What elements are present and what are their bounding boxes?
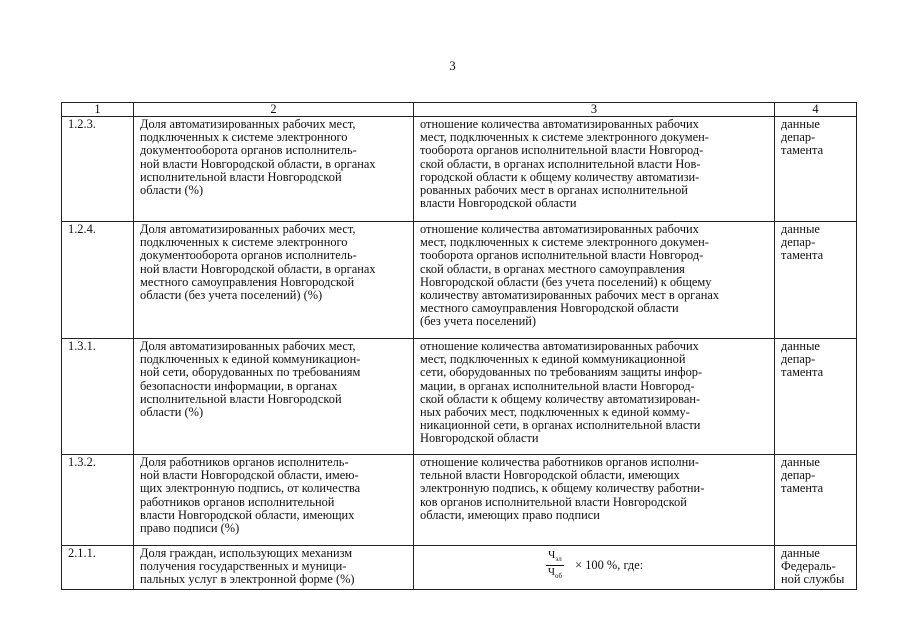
calculation-method: отношение количества автоматизированных рабочих мест, подключенных к единой коммуникационной сети, оборудованных по требованиям защиты инфор- мации, в органах исполнительной власти Новгород- ской области к общему количеству автоматизирован- ных рабочих мест, подключенных к единой комму- никационной сети, в органах исполнительной власти Новгородской области bbox=[414, 339, 775, 455]
indicator-name: Доля работников органов исполнитель- ной власти Новгородской области, имею- щих электронную подпись, от количества работников органов исполнительной власти Новгородской области, имеющих право подписи (%) bbox=[134, 455, 414, 546]
data-source: данные депар- тамента bbox=[775, 339, 857, 455]
formula-fraction: $\frac{Ч_{эл}}{Ч_{об}}$ bbox=[547, 549, 563, 581]
formula bbox=[420, 547, 769, 582]
data-source: данные депар- тамента bbox=[775, 222, 857, 339]
table-header-row bbox=[62, 103, 857, 117]
indicator-name: Доля автоматизированных рабочих мест, подключенных к единой коммуникацион- ной сети, оборудованных по требованиям безопасности информации, в органах исполнительной власти Новгородской области (%) bbox=[134, 339, 414, 455]
calculation-method: отношение количества автоматизированных рабочих мест, подключенных к системе электронного докумен- тооборота органов исполнительной власти Новгород- ской области, в органах исполнительной власти Нов- городской области к общему количеству автоматизи- рованных рабочих мест в органах исполнительной власти Новгородской области bbox=[414, 117, 775, 222]
indicators-table bbox=[61, 102, 857, 590]
header-cell: 2 bbox=[134, 103, 414, 117]
table-row bbox=[62, 117, 857, 222]
header-cell: 3 bbox=[414, 103, 775, 117]
data-source: данные депар- тамента bbox=[775, 117, 857, 222]
formula-text: × 100 %, где: bbox=[575, 558, 644, 573]
header-cell: 1 bbox=[62, 103, 134, 117]
row-number: 1.2.3. bbox=[62, 117, 134, 222]
indicator-name: Доля граждан, использующих механизм получения государственных и муници- пальных услуг в электронной форме (%) bbox=[134, 546, 414, 590]
page-number: 3 bbox=[449, 58, 456, 73]
table-row bbox=[62, 546, 857, 590]
data-source: данные депар- тамента bbox=[775, 455, 857, 546]
row-number: 2.1.1. bbox=[62, 546, 134, 590]
row-number: 1.3.1. bbox=[62, 339, 134, 455]
row-number: 1.3.2. bbox=[62, 455, 134, 546]
calculation-method: отношение количества работников органов исполни- тельной власти Новгородской области, имеющих электронную подпись, к общему количеству работни- ков органов исполнительной власти Новгородской области, имеющих право подписи bbox=[414, 455, 775, 546]
indicator-name: Доля автоматизированных рабочих мест, подключенных к системе электронного документооборота органов исполнитель- ной власти Новгородской области, в органах исполнительной власти Новгородской области (%) bbox=[134, 117, 414, 222]
calculation-formula bbox=[414, 546, 775, 590]
table-row bbox=[62, 455, 857, 546]
data-source: данные Федераль- ной службы bbox=[775, 546, 857, 590]
row-number: 1.2.4. bbox=[62, 222, 134, 339]
indicator-name: Доля автоматизированных рабочих мест, подключенных к системе электронного документооборота органов исполнитель- ной власти Новгородской области, в органах местного самоуправления Новгородской области (без учета поселений) (%) bbox=[134, 222, 414, 339]
table-row bbox=[62, 222, 857, 339]
header-cell: 4 bbox=[775, 103, 857, 117]
table-row bbox=[62, 339, 857, 455]
calculation-method: отношение количества автоматизированных рабочих мест, подключенных к системе электронного докумен- тооборота органов исполнительной власти Новгород- ской области, в органах местного самоуправления Новгородской области (без учета поселений) к общему количеству автоматизированных рабочих мест в органах местного самоуправления Новгородской области (без учета поселений) bbox=[414, 222, 775, 339]
